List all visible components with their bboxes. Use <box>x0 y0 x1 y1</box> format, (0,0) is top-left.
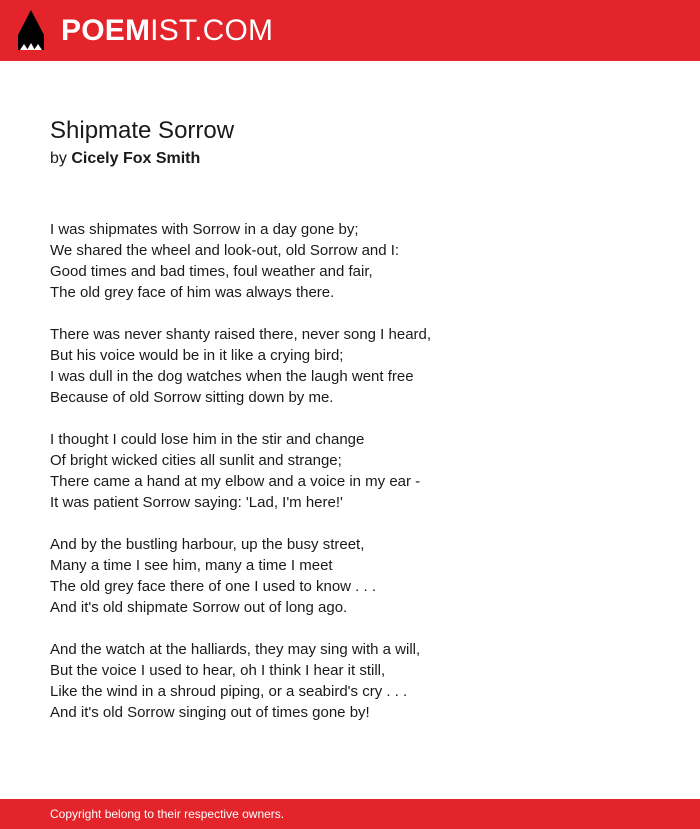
stanza <box>50 429 670 513</box>
poem-body <box>50 219 670 723</box>
poem-line: But the voice I used to hear, oh I think I hear it still, <box>50 662 386 679</box>
site-logo[interactable] <box>18 10 273 52</box>
copyright-notice: Copyright belong to their respective owners. <box>50 807 285 821</box>
poem-line: And the watch at the halliards, they may sing with a will, <box>50 641 421 658</box>
poem-line: Of bright wicked cities all sunlit and strange; <box>50 452 342 469</box>
poem-line: The old grey face of him was always there. <box>50 284 335 301</box>
logo-text-light: IST.COM <box>150 14 274 47</box>
stanza <box>50 639 670 723</box>
poem-line: I was dull in the dog watches when the laugh went free <box>50 368 414 385</box>
poem-title: Shipmate Sorrow <box>50 117 235 144</box>
poem-line: We shared the wheel and look-out, old Sorrow and I: <box>50 242 400 259</box>
site-header <box>0 0 700 61</box>
logo-text <box>61 10 273 52</box>
poem-line: There came a hand at my elbow and a voice in my ear - <box>50 473 421 490</box>
logo-text-bold: POEM <box>61 14 151 47</box>
poem-line: I thought I could lose him in the stir and change <box>50 431 365 448</box>
poem-line: And by the bustling harbour, up the busy street, <box>50 536 365 553</box>
stanza <box>50 324 670 408</box>
poem-line: And it's old Sorrow singing out of times gone by! <box>50 704 370 721</box>
poem-line: And it's old shipmate Sorrow out of long ago. <box>50 599 348 616</box>
poem-content <box>50 115 670 744</box>
poem-line: There was never shanty raised there, never song I heard, <box>50 326 432 343</box>
poem-line: Because of old Sorrow sitting down by me. <box>50 389 334 406</box>
stanza <box>50 219 670 303</box>
stanza <box>50 534 670 618</box>
poem-byline <box>50 149 670 169</box>
poem-line: Many a time I see him, many a time I meet <box>50 557 333 574</box>
poem-line: The old grey face there of one I used to know . . . <box>50 578 377 595</box>
poem-line: I was shipmates with Sorrow in a day gone by; <box>50 221 359 238</box>
poem-line: But his voice would be in it like a crying bird; <box>50 347 344 364</box>
pencil-tip-icon <box>18 10 44 52</box>
poem-line: Like the wind in a shroud piping, or a seabird's cry . . . <box>50 683 408 700</box>
byline-prefix: by <box>50 150 67 167</box>
poem-line: Good times and bad times, foul weather and fair, <box>50 263 373 280</box>
site-footer <box>0 799 700 829</box>
poem-line: It was patient Sorrow saying: 'Lad, I'm here!' <box>50 494 343 511</box>
poem-author[interactable]: Cicely Fox Smith <box>71 150 201 167</box>
